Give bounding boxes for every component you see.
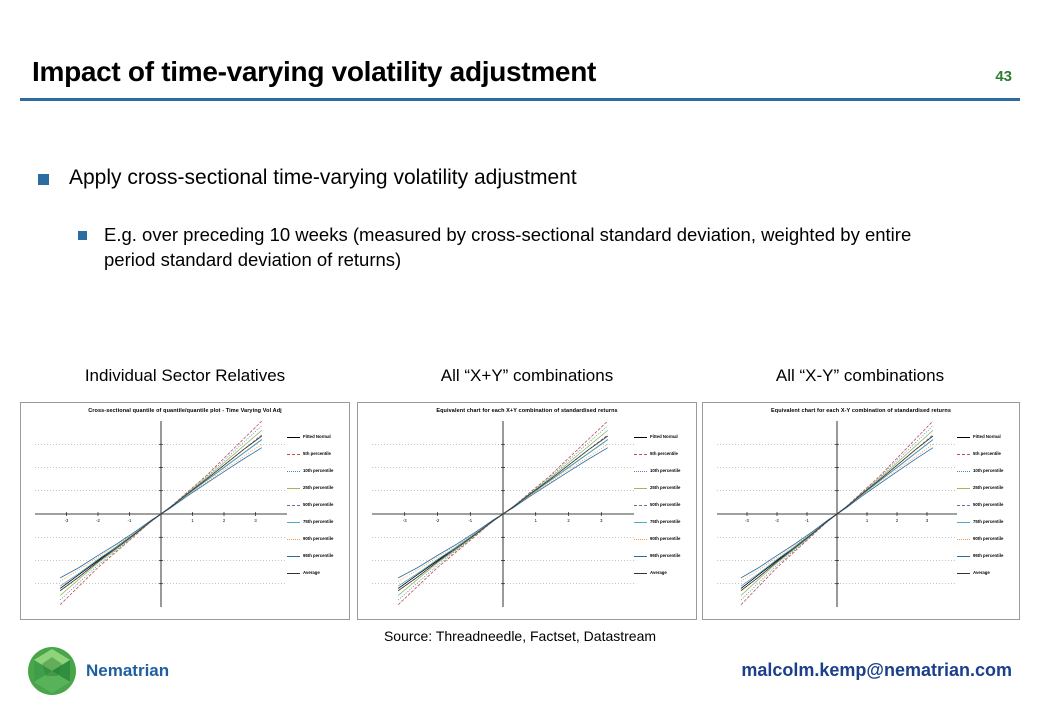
legend-item [957, 548, 1015, 565]
panel-caption-2: All “X+Y” combinations [440, 366, 614, 385]
bullet-level2 [78, 223, 978, 273]
legend-label: 5th percentile [303, 451, 331, 457]
legend-item [287, 463, 345, 480]
legend-item [634, 548, 692, 565]
legend-label: 95th percentile [650, 553, 681, 559]
legend-swatch-icon [634, 522, 647, 523]
legend-label: 10th percentile [650, 468, 681, 474]
chart-panel-x-minus-y [702, 402, 1020, 620]
chart-legend [957, 429, 1015, 582]
legend-item [957, 463, 1015, 480]
legend-item [287, 531, 345, 548]
legend-swatch-icon [287, 488, 300, 489]
legend-label: 90th percentile [303, 536, 334, 542]
legend-label: 10th percentile [303, 468, 334, 474]
legend-swatch-icon [634, 505, 647, 506]
legend-item [957, 565, 1015, 582]
legend-swatch-icon [287, 505, 300, 506]
legend-label: 75th percentile [973, 519, 1004, 525]
panel-caption-3: All “X-Y” combinations [775, 366, 945, 385]
legend-label: Fitted Normal [973, 434, 1001, 440]
legend-label: 90th percentile [973, 536, 1004, 542]
brand-name: Nematrian [86, 661, 170, 680]
contact-email[interactable]: malcolm.kemp@nematrian.com [741, 660, 1012, 680]
legend-label: 95th percentile [303, 553, 334, 559]
qq-plot-svg [35, 421, 287, 607]
legend-label: 25th percentile [303, 485, 334, 491]
legend-swatch-icon [287, 437, 300, 438]
legend-label: 50th percentile [303, 502, 334, 508]
svg-text:-1: -1 [468, 518, 473, 523]
legend-label: 75th percentile [650, 519, 681, 525]
legend-label: 90th percentile [650, 536, 681, 542]
svg-text:2: 2 [222, 518, 226, 523]
legend-swatch-icon [287, 539, 300, 540]
legend-swatch-icon [957, 488, 970, 489]
bullet-level1 [38, 166, 577, 190]
legend-item [634, 514, 692, 531]
legend-swatch-icon [287, 556, 300, 557]
svg-text:-2: -2 [435, 518, 440, 523]
svg-text:1: 1 [191, 518, 194, 523]
chart-inner-title: Cross-sectional quantile of quantile/quantile plot - Time Varying Vol Adj [88, 408, 282, 414]
bullet-marker-icon [38, 174, 49, 185]
legend-swatch-icon [634, 556, 647, 557]
legend-swatch-icon [634, 539, 647, 540]
legend-item [634, 463, 692, 480]
legend-item [634, 429, 692, 446]
legend-item [634, 531, 692, 548]
legend-swatch-icon [957, 505, 970, 506]
legend-label: 25th percentile [973, 485, 1004, 491]
legend-item [287, 480, 345, 497]
legend-label: 25th percentile [650, 485, 681, 491]
qq-plot-svg [717, 421, 957, 607]
legend-swatch-icon [957, 573, 970, 574]
svg-text:1: 1 [865, 518, 869, 523]
bullet-level1-text: Apply cross-sectional time-varying volatility adjustment [69, 166, 577, 189]
chart-legend [287, 429, 345, 582]
page-number: 43 [995, 68, 1012, 85]
svg-text:-1: -1 [805, 518, 809, 523]
legend-item [287, 565, 345, 582]
legend-swatch-icon [634, 454, 647, 455]
chart-plot-area [717, 421, 957, 607]
page-title: Impact of time-varying volatility adjustment [32, 56, 597, 87]
svg-text:2: 2 [567, 518, 570, 523]
legend-label: 95th percentile [973, 553, 1004, 559]
svg-text:1: 1 [534, 518, 537, 523]
legend-item [287, 497, 345, 514]
legend-swatch-icon [634, 437, 647, 438]
legend-label: Average [303, 570, 320, 576]
svg-text:2: 2 [895, 518, 899, 523]
legend-swatch-icon [634, 471, 647, 472]
legend-item [287, 429, 345, 446]
legend-swatch-icon [957, 556, 970, 557]
svg-text:-2: -2 [96, 518, 100, 523]
legend-item [957, 480, 1015, 497]
chart-inner-title: Equivalent chart for each X+Y combination of standardised returns [436, 408, 618, 414]
legend-item [957, 446, 1015, 463]
chart-plot-area [35, 421, 287, 607]
legend-label: Average [650, 570, 667, 576]
nematrian-logo-icon [26, 645, 78, 697]
legend-item [287, 514, 345, 531]
legend-item [634, 497, 692, 514]
svg-text:-2: -2 [775, 518, 779, 523]
svg-text:-1: -1 [127, 518, 132, 523]
legend-swatch-icon [957, 437, 970, 438]
legend-label: 5th percentile [973, 451, 1001, 457]
legend-label: 10th percentile [973, 468, 1004, 474]
legend-item [634, 480, 692, 497]
legend-label: Average [973, 570, 990, 576]
legend-item [957, 429, 1015, 446]
legend-label: 75th percentile [303, 519, 334, 525]
qq-plot-svg [372, 421, 634, 607]
legend-item [634, 565, 692, 582]
svg-text:-3: -3 [64, 518, 69, 523]
bullet-level2-text: E.g. over preceding 10 weeks (measured by cross-sectional standard deviation, weighted by entire period standard deviation of returns) [104, 224, 912, 270]
legend-swatch-icon [957, 539, 970, 540]
panel-caption-1: Individual Sector Relatives [84, 366, 286, 385]
chart-plot-area [372, 421, 634, 607]
svg-text:3: 3 [254, 518, 257, 523]
legend-item [957, 514, 1015, 531]
svg-text:3: 3 [925, 518, 929, 523]
legend-swatch-icon [957, 454, 970, 455]
legend-swatch-icon [957, 471, 970, 472]
legend-item [287, 548, 345, 565]
chart-legend [634, 429, 692, 582]
legend-label: Fitted Normal [650, 434, 678, 440]
legend-swatch-icon [287, 454, 300, 455]
title-divider [20, 98, 1020, 101]
legend-label: 5th percentile [650, 451, 678, 457]
legend-swatch-icon [634, 573, 647, 574]
chart-panel-individual-sector-relatives [20, 402, 350, 620]
legend-swatch-icon [287, 471, 300, 472]
source-note: Source: Threadneedle, Factset, Datastream [383, 628, 657, 644]
svg-text:-3: -3 [745, 518, 749, 523]
legend-item [634, 446, 692, 463]
chart-inner-title: Equivalent chart for each X-Y combination of standardised returns [771, 408, 951, 414]
legend-swatch-icon [287, 573, 300, 574]
legend-swatch-icon [957, 522, 970, 523]
svg-text:3: 3 [600, 518, 603, 523]
bullet-marker-icon [78, 231, 87, 240]
legend-item [957, 497, 1015, 514]
legend-label: 50th percentile [650, 502, 681, 508]
svg-text:-3: -3 [402, 518, 407, 523]
legend-label: Fitted Normal [303, 434, 331, 440]
legend-swatch-icon [634, 488, 647, 489]
chart-panel-x-plus-y [357, 402, 697, 620]
legend-swatch-icon [287, 522, 300, 523]
legend-item [957, 531, 1015, 548]
legend-item [287, 446, 345, 463]
legend-label: 50th percentile [973, 502, 1004, 508]
